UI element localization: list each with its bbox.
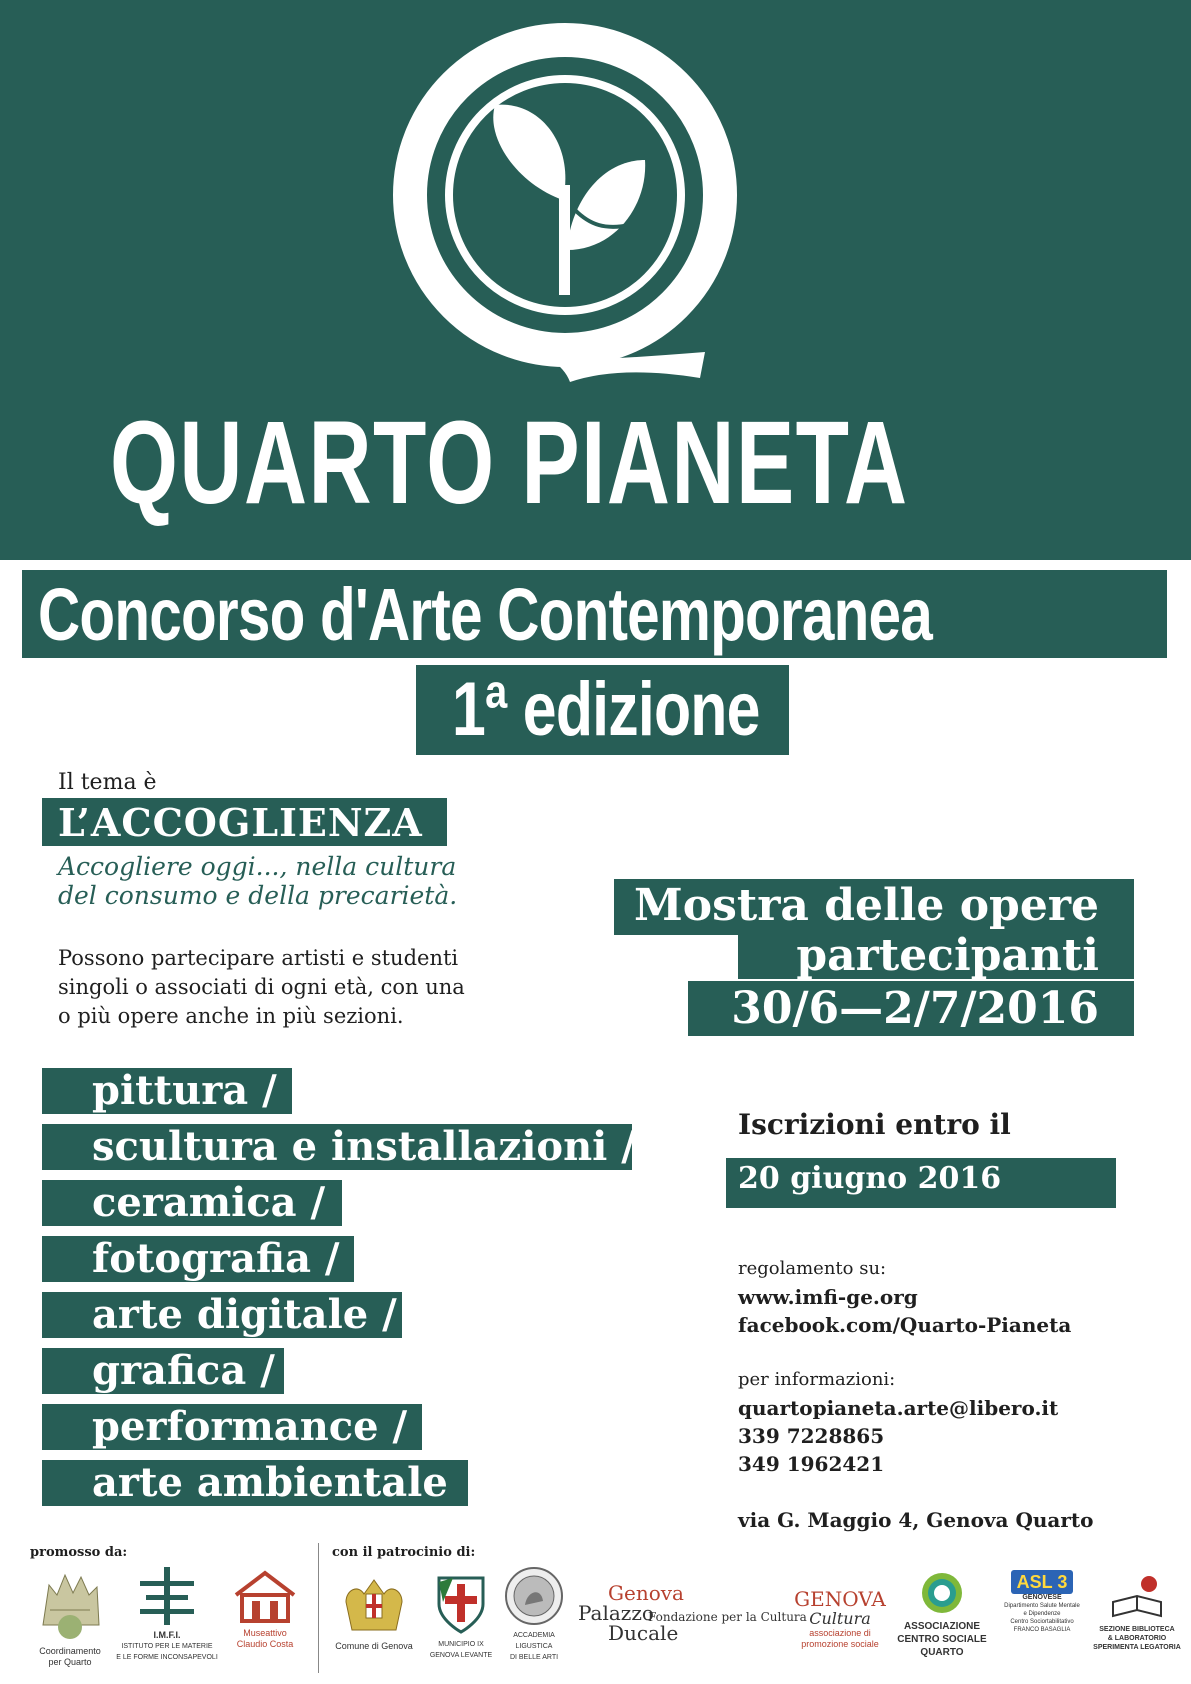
asl-label: e Dipendenze <box>1023 1611 1061 1617</box>
asl-subtitle: GENOVESE <box>1022 1594 1062 1601</box>
phone-number: 339 7228865 <box>738 1424 885 1448</box>
section-item: pittura / <box>92 1067 277 1114</box>
participants-text <box>58 944 518 1031</box>
centro-sociale-rings-icon <box>919 1570 965 1616</box>
section-item: arte ambientale <box>92 1459 448 1506</box>
coordinamento-logo <box>30 1565 110 1668</box>
asl-label: Centro Sociortabilitativo <box>1010 1619 1074 1625</box>
museattivo-building-icon <box>230 1565 300 1625</box>
page-title: QUARTO PIANETA <box>110 397 909 529</box>
coordinamento-label: per Quarto <box>48 1657 92 1667</box>
accademia-label: LIGUSTICA <box>515 1643 553 1650</box>
municipio-logo <box>426 1572 496 1661</box>
arci-label: SEZIONE BIBLIOTECA <box>1099 1626 1175 1633</box>
section-item: ceramica / <box>92 1179 326 1226</box>
quarto-pianeta-logo-icon <box>330 10 750 400</box>
exhibition-dates: 30/6—2/7/2016 <box>731 983 1099 1034</box>
asl-label: Dipartimento Salute Mentale <box>1004 1603 1080 1609</box>
palazzo-ducale: Ducale <box>608 1621 679 1645</box>
imfi-symbol-icon <box>132 1565 202 1627</box>
contact-label: per informazioni: <box>738 1369 896 1390</box>
section-item: performance / <box>92 1403 408 1450</box>
centro-sociale-label: QUARTO <box>920 1647 964 1658</box>
comune-logo <box>332 1572 416 1652</box>
comune-label: Comune di Genova <box>335 1641 413 1651</box>
genova-crest-icon <box>338 1572 410 1638</box>
asl-logo <box>994 1570 1090 1634</box>
museattivo-logo <box>220 1565 310 1650</box>
theme-name: L’ACCOGLIENZA <box>58 800 423 845</box>
theme-description-line: del consumo e della precarietà. <box>58 881 458 910</box>
accademia-label: ACCADEMIA <box>513 1632 555 1639</box>
accademia-seal-icon <box>503 1565 565 1627</box>
theme-description <box>58 852 498 910</box>
website-link[interactable]: www.imfi-ge.org <box>738 1285 918 1309</box>
asl-label: FRANCO BASAGLIA <box>1013 1627 1071 1633</box>
rules-label: regolamento su: <box>738 1258 887 1279</box>
participants-line: Possono partecipare artisti e studenti <box>58 946 459 970</box>
participants-line: o più opere anche in più sezioni. <box>58 1004 404 1028</box>
arci-label: SPERIMENTA LEGATORIA <box>1093 1644 1181 1651</box>
imfi-logo <box>112 1565 222 1663</box>
patronage-label: con il patrocinio di: <box>332 1545 476 1560</box>
genova-cultura-script: Cultura <box>809 1609 871 1628</box>
arci-logo <box>1090 1572 1184 1652</box>
phone-number: 349 1962421 <box>738 1452 885 1476</box>
centro-sociale-logo <box>894 1570 990 1659</box>
asl-title: ASL 3 <box>1011 1570 1074 1594</box>
genova-cultura-label: associazione di <box>809 1628 871 1638</box>
section-item: fotografia / <box>92 1235 340 1282</box>
rules-block <box>738 1255 1071 1339</box>
centro-sociale-label: ASSOCIAZIONE <box>903 1621 981 1632</box>
centro-sociale-label: CENTRO SOCIALE <box>897 1634 987 1645</box>
municipio-label: GENOVA LEVANTE <box>429 1652 493 1659</box>
coordinamento-label: Coordinamento <box>39 1646 101 1656</box>
email-link[interactable]: quartopianeta.arte@libero.it <box>738 1396 1059 1420</box>
section-item: scultura e installazioni / <box>92 1123 636 1170</box>
participants-line: singoli o associati di ogni età, con una <box>58 975 465 999</box>
theme-description-line: Accogliere oggi..., nella cultura <box>58 852 457 881</box>
theme-intro: Il tema è <box>58 770 157 795</box>
imfi-title: I.M.F.I. <box>153 1630 181 1640</box>
genova-cultura-title: GENOVA <box>794 1587 886 1611</box>
arci-label: & LABORATORIO <box>1107 1635 1167 1642</box>
palazzo-ducale-logo <box>578 1581 807 1648</box>
palazzo-palazzo: Palazzo <box>578 1601 654 1625</box>
genova-cultura-logo <box>790 1588 890 1650</box>
registration-label: Iscrizioni entro il <box>738 1108 1011 1141</box>
contact-block <box>738 1366 1058 1478</box>
accademia-logo <box>500 1565 568 1663</box>
imfi-label: E LE FORME INCONSAPEVOLI <box>116 1654 218 1661</box>
exhibition-title: partecipanti <box>796 930 1099 981</box>
promoted-label: promosso da: <box>30 1545 128 1560</box>
section-item: grafica / <box>92 1347 275 1394</box>
registration-deadline: 20 giugno 2016 <box>738 1161 1002 1196</box>
genova-cultura-label: promozione sociale <box>801 1639 879 1649</box>
subtitle: Concorso d'Arte Contemporanea <box>38 573 932 656</box>
museattivo-label: Museattivo <box>243 1628 287 1638</box>
palazzo-fondazione: Fondazione per la Cultura <box>648 1610 807 1624</box>
arci-book-icon <box>1107 1572 1167 1622</box>
palazzo-genova: Genova <box>608 1581 684 1605</box>
imfi-label: ISTITUTO PER LE MATERIE <box>121 1643 213 1650</box>
edition-label: 1ª edizione <box>452 667 760 752</box>
museattivo-label: Claudio Costa <box>236 1639 294 1649</box>
coordinamento-drawing-icon <box>35 1565 105 1643</box>
logo-divider <box>318 1543 319 1673</box>
address: via G. Maggio 4, Genova Quarto <box>738 1508 1094 1532</box>
municipio-label: MUNICIPIO IX <box>438 1641 484 1648</box>
facebook-link[interactable]: facebook.com/Quarto-Pianeta <box>738 1313 1072 1337</box>
municipio-shield-icon <box>433 1572 489 1636</box>
exhibition-title: Mostra delle opere <box>634 880 1099 931</box>
accademia-label: DI BELLE ARTI <box>509 1654 559 1661</box>
section-item: arte digitale / <box>92 1291 397 1338</box>
